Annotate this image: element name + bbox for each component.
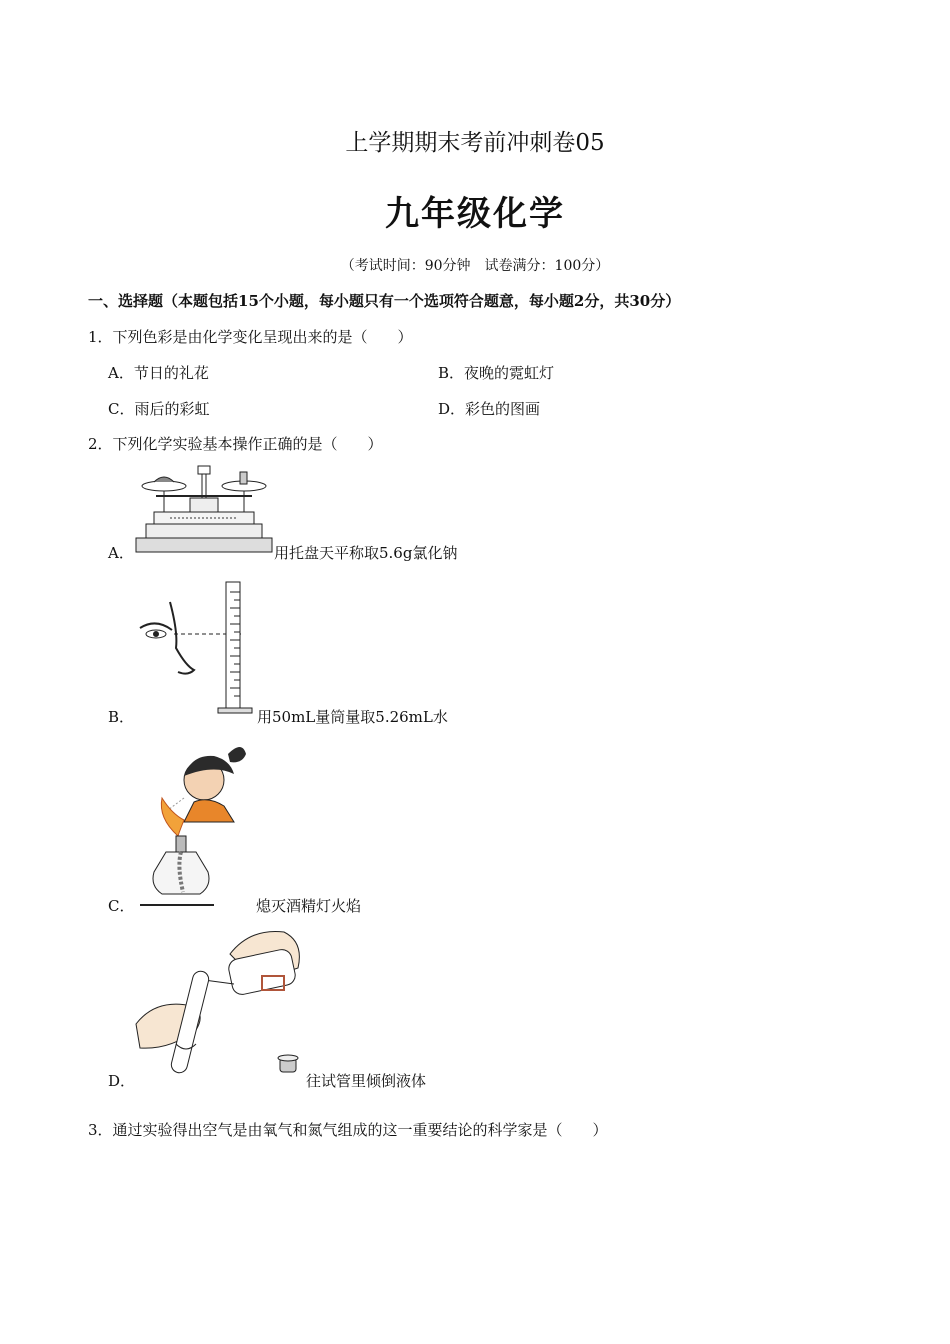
exam-subtitle: 上学期期末考前冲刺卷05 xyxy=(345,130,605,156)
graduated-cylinder-figure xyxy=(134,578,256,718)
exam-info: （考试时间：90分钟 试卷满分：100分） xyxy=(340,258,610,274)
question-2-option-b-letter: B． xyxy=(108,708,135,726)
page-title: 九年级化学 xyxy=(385,194,565,234)
balance-scale-figure xyxy=(134,462,274,554)
question-1-option-b: B．夜晚的霓虹灯 xyxy=(438,364,555,382)
question-2-option-d-letter: D． xyxy=(108,1072,136,1090)
question-1-option-d: D．彩色的图画 xyxy=(438,400,541,418)
question-1-option-c: C．雨后的彩虹 xyxy=(108,400,210,418)
question-2-option-d-text: 往试管里倾倒液体 xyxy=(306,1072,427,1090)
question-2-option-c-letter: C． xyxy=(108,897,135,915)
question-3-stem: 3．通过实验得出空气是由氧气和氮气组成的这一重要结论的科学家是（ ） xyxy=(88,1121,608,1139)
section-heading: 一、选择题（本题包括15个小题，每小题只有一个选项符合题意，每小题2分，共30分） xyxy=(88,292,681,310)
question-2-option-c-text: 熄灭酒精灯火焰 xyxy=(256,897,362,915)
alcohol-lamp-figure xyxy=(138,740,250,910)
pouring-liquid-figure xyxy=(134,924,306,1084)
question-2-option-a-letter: A． xyxy=(108,544,134,562)
question-2-stem: 2．下列化学实验基本操作正确的是（ ） xyxy=(88,435,383,453)
question-1-option-a: A．节日的礼花 xyxy=(108,364,209,382)
question-2-option-a-text: 用托盘天平称取5.6g氯化钠 xyxy=(274,544,458,562)
question-2-option-b-text: 用50mL量筒量取5.26mL水 xyxy=(257,708,448,726)
question-1-stem: 1．下列色彩是由化学变化呈现出来的是（ ） xyxy=(88,328,413,346)
